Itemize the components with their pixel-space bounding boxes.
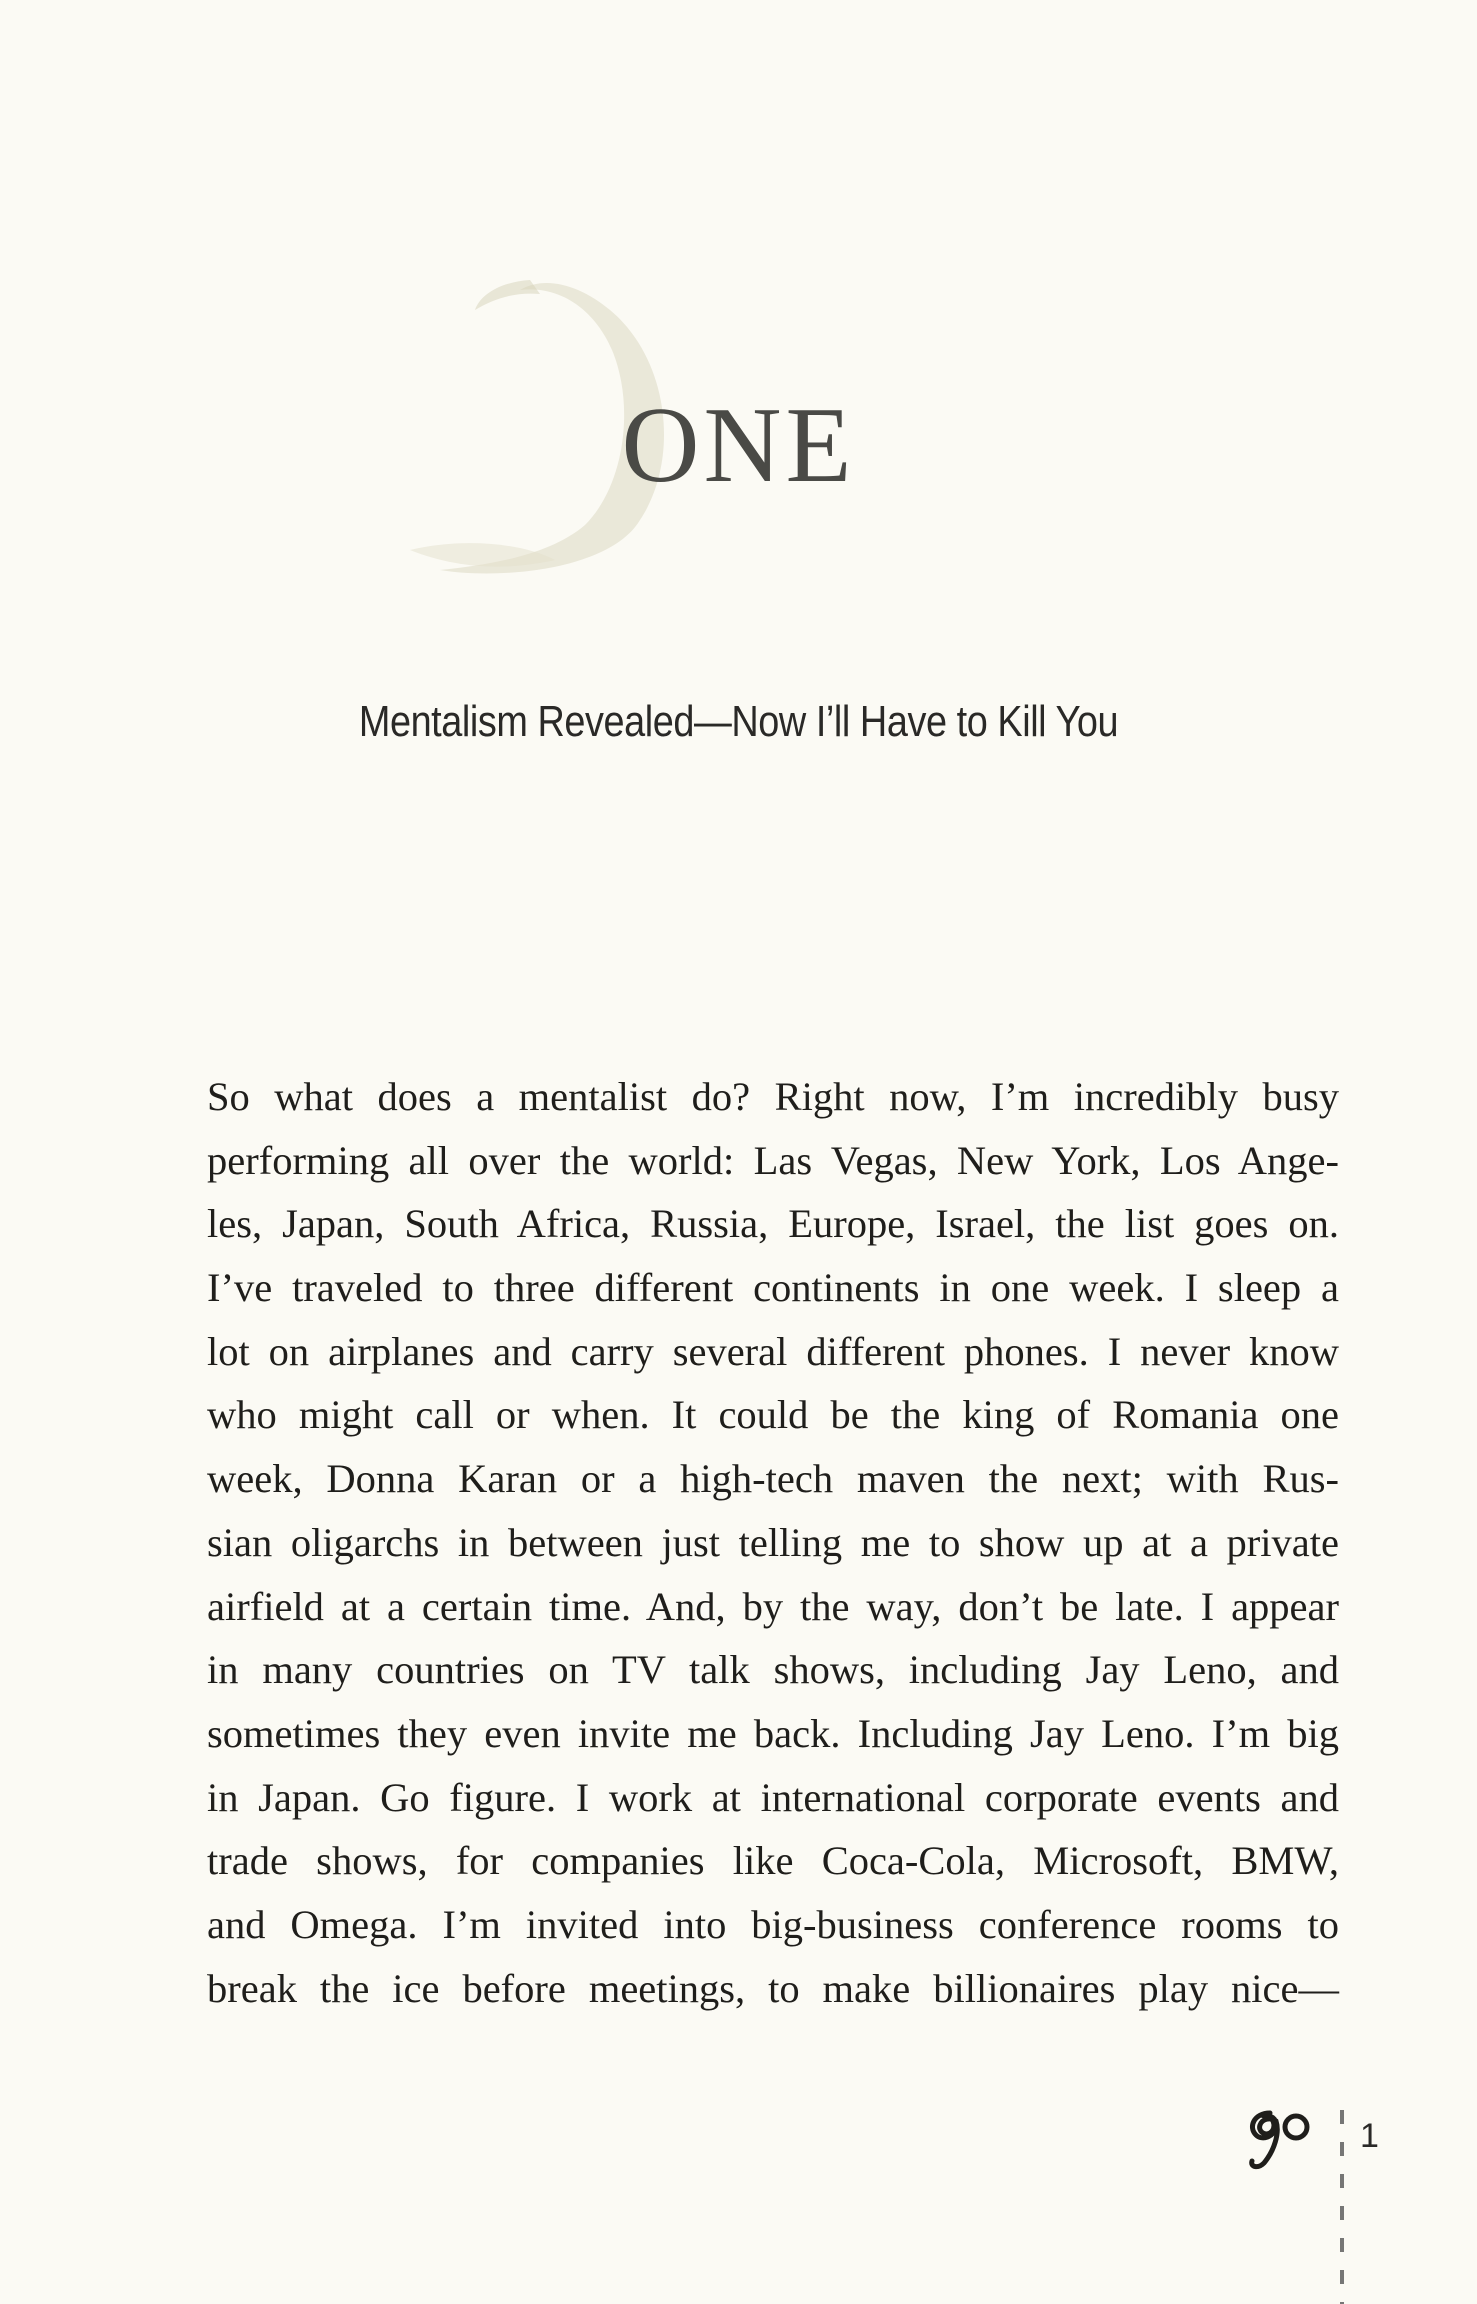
text-line: les, Japan, South Africa, Russia, Europe, Israel, the list goes on.	[207, 1201, 1339, 1247]
script-monogram-icon	[1240, 2105, 1320, 2175]
text-line: I’ve traveled to three different continents in one week. I sleep a	[207, 1265, 1339, 1311]
text-line: sian oligarchs in between just telling me to show up at a private	[207, 1519, 1339, 1565]
text-line: break the ice before meetings, to make billionaires play nice—	[207, 1965, 1339, 2011]
text-line: lot on airplanes and carry several different phones. I never know	[207, 1328, 1339, 1374]
text-line: performing all over the world: Las Vegas, New York, Los Ange-	[207, 1137, 1339, 1183]
text-line: in Japan. Go figure. I work at international corporate events and	[207, 1774, 1339, 1820]
chapter-title: Mentalism Revealed—Now I’ll Have to Kill You	[358, 697, 1119, 746]
text-line: sometimes they even invite me back. Including Jay Leno. I’m big	[207, 1710, 1339, 1756]
text-line: week, Donna Karan or a high-tech maven the next; with Rus-	[207, 1456, 1339, 1502]
text-line: airfield at a certain time. And, by the way, don’t be late. I appear	[207, 1583, 1339, 1629]
text-line: in many countries on TV talk shows, including Jay Leno, and	[207, 1647, 1339, 1693]
text-line: and Omega. I’m invited into big-business conference rooms to	[207, 1901, 1339, 1947]
text-line: So what does a mentalist do? Right now, I’m incredibly busy	[207, 1074, 1339, 1119]
page-number: 1	[1360, 2117, 1379, 2155]
text-line: who might call or when. It could be the king of Romania one	[207, 1392, 1339, 1438]
text-line: trade shows, for companies like Coca-Cola, Microsoft, BMW,	[207, 1838, 1339, 1884]
chapter-number: ONE	[621, 386, 856, 505]
body-paragraph	[207, 1065, 1339, 2020]
dashed-rule	[1340, 2110, 1344, 2304]
